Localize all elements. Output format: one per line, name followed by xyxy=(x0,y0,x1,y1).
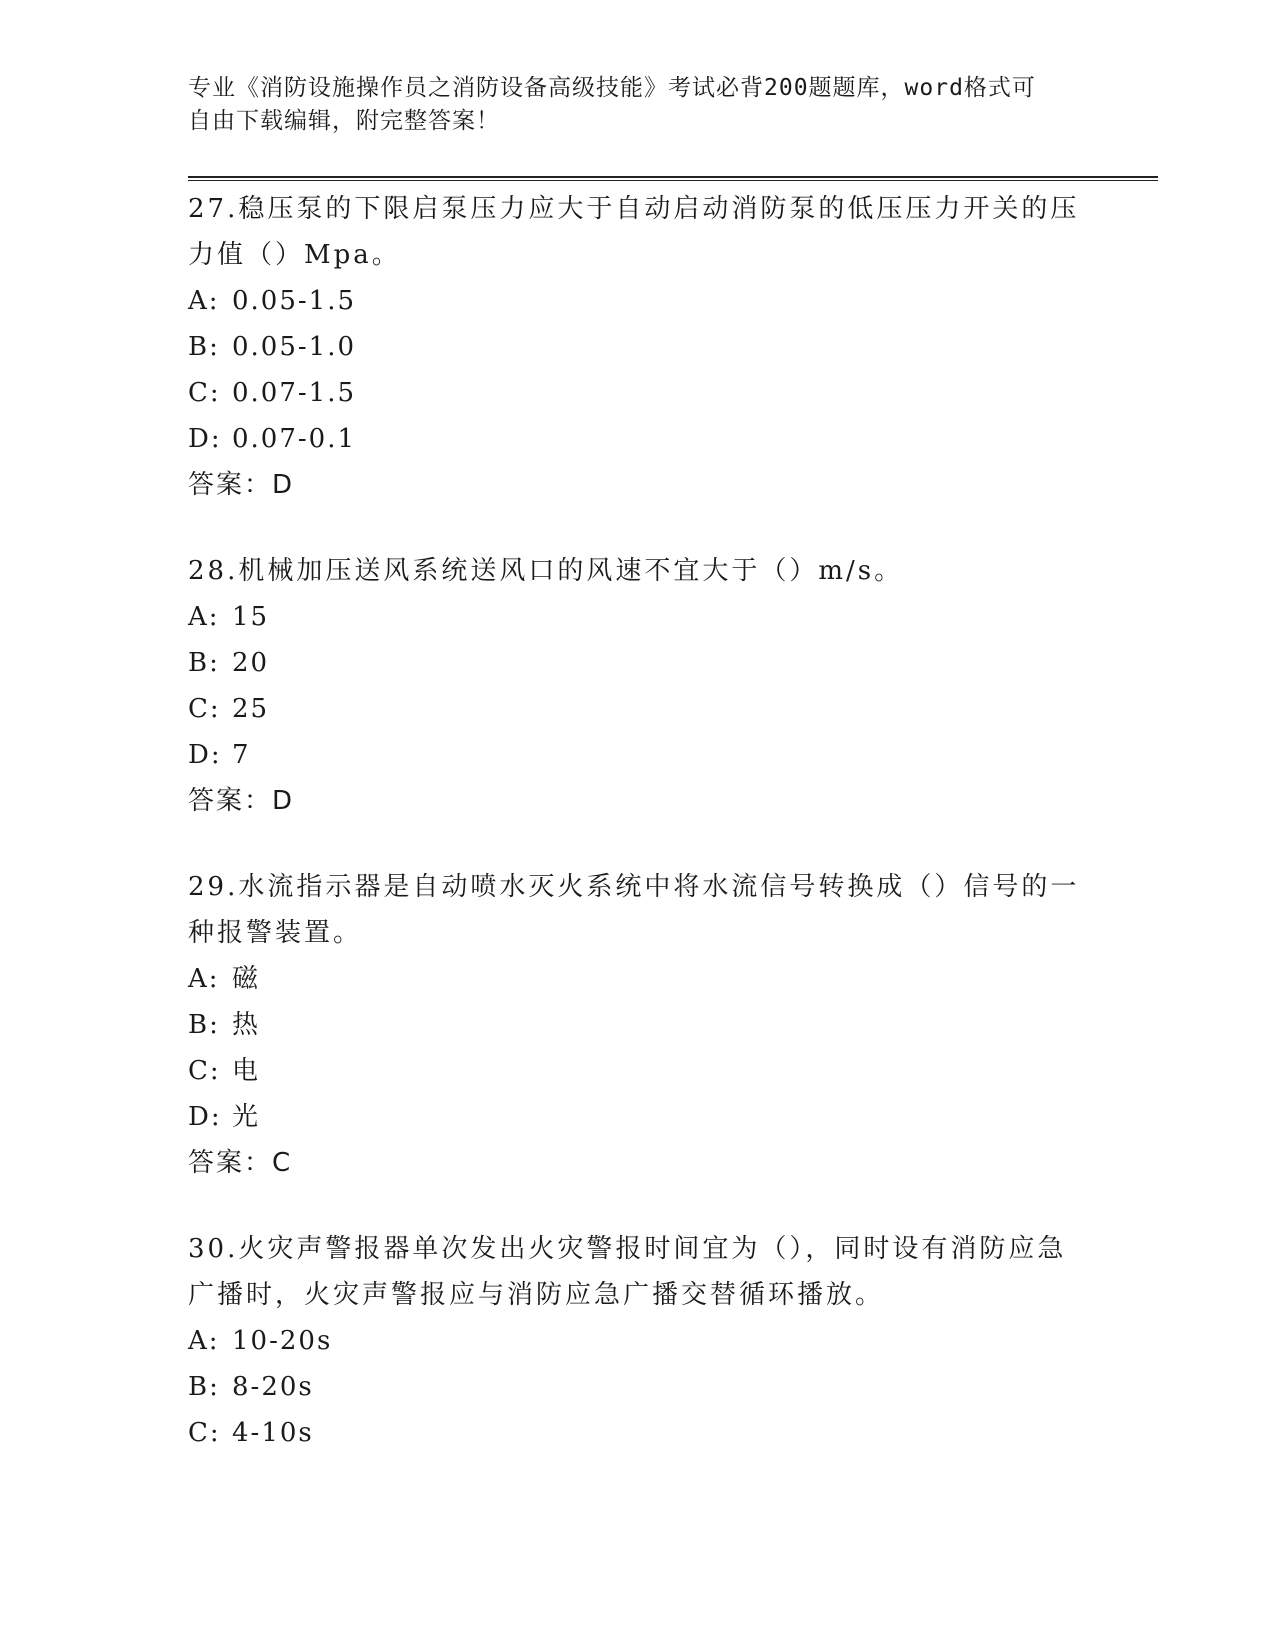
option-letter: A: xyxy=(188,286,220,316)
option-letter: C: xyxy=(188,378,221,408)
option-a xyxy=(188,594,1088,640)
question-text-line-2: 力值（）Mpa。 xyxy=(188,240,401,270)
question-text-line-1: 28.机械加压送风系统送风口的风速不宜大于（）m/s。 xyxy=(188,556,904,586)
option-letter: D: xyxy=(188,424,222,454)
question-27 xyxy=(188,186,1088,508)
option-letter: A: xyxy=(188,1326,220,1356)
option-value: 光 xyxy=(232,1102,261,1132)
option-value: 8-20s xyxy=(232,1372,314,1402)
option-letter: A: xyxy=(188,602,220,632)
question-29 xyxy=(188,864,1088,1186)
option-c xyxy=(188,1410,1088,1456)
option-b xyxy=(188,324,1088,370)
option-value: 电 xyxy=(232,1056,261,1086)
option-c xyxy=(188,370,1088,416)
question-28 xyxy=(188,548,1088,824)
option-value: 0.05-1.5 xyxy=(232,286,357,316)
option-b xyxy=(188,640,1088,686)
option-value: 25 xyxy=(232,694,270,724)
option-value: 10-20s xyxy=(232,1326,333,1356)
option-value: 4-10s xyxy=(232,1418,314,1448)
option-letter: C: xyxy=(188,1056,221,1086)
question-text-line-1: 29.水流指示器是自动喷水灭火系统中将水流信号转换成（）信号的一 xyxy=(188,872,1080,902)
document-header xyxy=(188,72,1068,138)
option-letter: C: xyxy=(188,694,221,724)
question-text-line-2: 种报警装置。 xyxy=(188,918,363,948)
question-text-line-2: 广播时，火灾声警报应与消防应急广播交替循环播放。 xyxy=(188,1280,885,1310)
option-d xyxy=(188,732,1088,778)
answer-text: 答案：D xyxy=(188,470,295,500)
option-value: 7 xyxy=(232,740,251,770)
question-30 xyxy=(188,1226,1088,1456)
option-letter: A: xyxy=(188,964,220,994)
answer-text: 答案：D xyxy=(188,786,295,816)
option-b xyxy=(188,1002,1088,1048)
option-c xyxy=(188,1048,1088,1094)
option-b xyxy=(188,1364,1088,1410)
option-letter: C: xyxy=(188,1418,221,1448)
question-text-line-1: 30.火灾声警报器单次发出火灾警报时间宜为（），同时设有消防应急 xyxy=(188,1234,1067,1264)
option-letter: B: xyxy=(188,1372,220,1402)
header-line-2: 自由下载编辑，附完整答案！ xyxy=(188,108,500,134)
option-value: 15 xyxy=(232,602,270,632)
header-divider xyxy=(188,176,1158,181)
option-value: 0.07-1.5 xyxy=(232,378,357,408)
option-letter: B: xyxy=(188,332,220,362)
answer-text: 答案：C xyxy=(188,1148,293,1178)
option-value: 20 xyxy=(232,648,270,678)
option-d xyxy=(188,1094,1088,1140)
option-c xyxy=(188,686,1088,732)
option-letter: D: xyxy=(188,1102,222,1132)
option-value: 0.07-0.1 xyxy=(232,424,357,454)
question-text-line-1: 27.稳压泵的下限启泵压力应大于自动启动消防泵的低压压力开关的压 xyxy=(188,194,1080,224)
option-a xyxy=(188,956,1088,1002)
option-value: 磁 xyxy=(232,964,261,994)
option-value: 热 xyxy=(232,1010,261,1040)
option-letter: D: xyxy=(188,740,222,770)
option-a xyxy=(188,278,1088,324)
option-d xyxy=(188,416,1088,462)
option-a xyxy=(188,1318,1088,1364)
option-letter: B: xyxy=(188,648,220,678)
header-line-1: 专业《消防设施操作员之消防设备高级技能》考试必背200题题库，word格式可 xyxy=(188,75,1036,101)
option-letter: B: xyxy=(188,1010,220,1040)
option-value: 0.05-1.0 xyxy=(232,332,357,362)
